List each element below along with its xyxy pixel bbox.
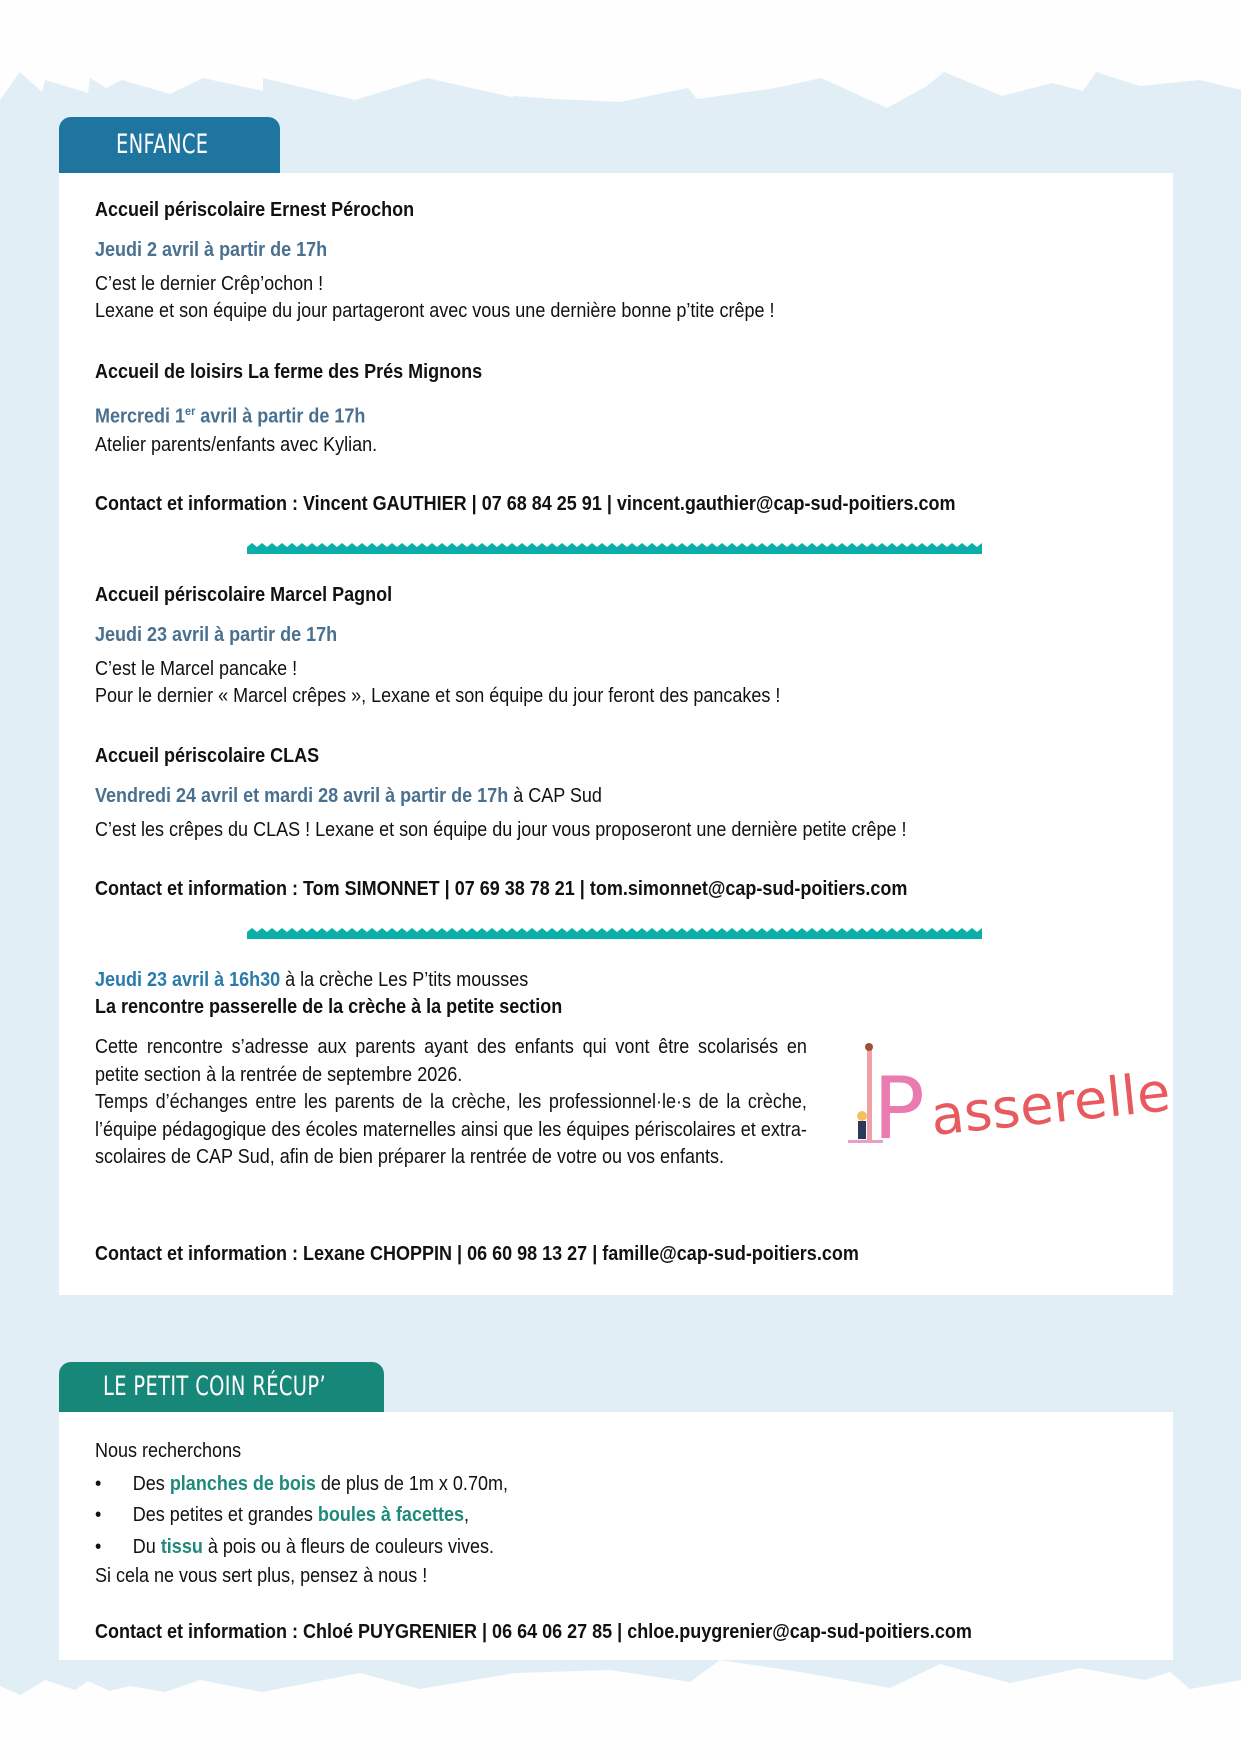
logo-text: asserelle bbox=[927, 1060, 1174, 1148]
item-text: de plus de 1m x 0.70m, bbox=[315, 1473, 508, 1495]
contact-info: Contact et information : Chloé PUYGRENIER | 06 64 06 27 85 | chloe.puygrenier@cap-sud-poitiers.com bbox=[95, 1621, 972, 1643]
event-text: Atelier parents/enfants avec Kylian. bbox=[95, 434, 378, 456]
event-date: Jeudi 23 avril à partir de 17h bbox=[95, 624, 338, 646]
recup-tab bbox=[59, 1362, 384, 1412]
logo-figure-head bbox=[857, 1111, 867, 1121]
event-title: Accueil périscolaire Ernest Pérochon bbox=[95, 199, 415, 221]
event-date bbox=[95, 784, 602, 808]
logo-height-chart bbox=[867, 1050, 872, 1142]
event-date-suffix: avril à partir de 17h bbox=[195, 405, 366, 428]
event-text: C’est le dernier Crêp’ochon ! bbox=[95, 273, 324, 295]
item-text: Des bbox=[132, 1473, 170, 1495]
passerelle-date bbox=[95, 968, 528, 992]
event-title: Accueil périscolaire Marcel Pagnol bbox=[95, 584, 393, 606]
bullet-icon: • bbox=[95, 1504, 102, 1526]
contact-info: Contact et information : Lexane CHOPPIN | 06 60 98 13 27 | famille@cap-sud-poitiers.com bbox=[95, 1243, 859, 1265]
event-date-prefix: Mercredi 1 bbox=[95, 405, 186, 428]
event-date bbox=[95, 399, 365, 429]
logo-letter-p: P bbox=[873, 1059, 925, 1159]
passerelle-paragraph: Cette rencontre s’adresse aux parents ayant des enfants qui vont être scolarisés en petite section à la rentrée de septembre 2026. bbox=[95, 1036, 807, 1086]
event-date-main: Vendredi 24 avril et mardi 28 avril à partir de 17h bbox=[95, 785, 509, 807]
event-date: Jeudi 2 avril à partir de 17h bbox=[95, 239, 328, 261]
recup-tab-label: LE PETIT COIN RÉCUP’ bbox=[103, 1371, 326, 1402]
enfance-tab bbox=[59, 117, 280, 173]
bullet-icon: • bbox=[95, 1473, 102, 1495]
passerelle-date-main: Jeudi 23 avril à 16h30 bbox=[95, 969, 281, 991]
item-highlight: tissu bbox=[160, 1536, 203, 1558]
item-text: Du bbox=[132, 1536, 161, 1558]
recup-outro: Si cela ne vous sert plus, pensez à nous ! bbox=[95, 1565, 428, 1587]
recup-list-item bbox=[95, 1535, 494, 1559]
event-text: C’est les crêpes du CLAS ! Lexane et son équipe du jour vous proposeront une dernière petite crêpe ! bbox=[95, 819, 907, 841]
bullet-icon: • bbox=[95, 1536, 102, 1558]
passerelle-paragraph: Temps d’échanges entre les parents de la crèche, les professionnel·le·s de la crèche, l’équipe pédagogique des écoles maternelles ainsi que les équipes périscolaires et extra-scolaires de CAP Sud, afin de bien préparer la rentrée de votre ou vos enfants. bbox=[95, 1091, 807, 1168]
logo-figure-body bbox=[858, 1121, 866, 1139]
recup-intro: Nous recherchons bbox=[95, 1440, 242, 1462]
event-title: Accueil de loisirs La ferme des Prés Mignons bbox=[95, 361, 483, 383]
event-location: à CAP Sud bbox=[508, 785, 602, 807]
recup-list-item bbox=[95, 1472, 508, 1496]
enfance-tab-label: ENFANCE bbox=[116, 129, 209, 160]
recup-list-item bbox=[95, 1503, 469, 1527]
passerelle-location: à la crèche Les P’tits mousses bbox=[280, 969, 529, 991]
passerelle-logo bbox=[845, 1040, 1174, 1159]
passerelle-title: La rencontre passerelle de la crèche à la petite section bbox=[95, 996, 563, 1018]
event-text: Pour le dernier « Marcel crêpes », Lexane et son équipe du jour feront des pancakes ! bbox=[95, 685, 781, 707]
item-text: , bbox=[463, 1504, 469, 1526]
event-text: Lexane et son équipe du jour partageront avec vous une dernière bonne p’tite crêpe ! bbox=[95, 300, 775, 322]
event-date-sup: er bbox=[185, 404, 196, 418]
contact-info: Contact et information : Vincent GAUTHIER | 07 68 84 25 91 | vincent.gauthier@cap-sud-poitiers.com bbox=[95, 493, 956, 515]
wave-divider bbox=[247, 926, 982, 940]
item-text: Des petites et grandes bbox=[132, 1504, 318, 1526]
passerelle-description bbox=[95, 1034, 807, 1172]
wave-divider bbox=[247, 541, 982, 555]
item-text: à pois ou à fleurs de couleurs vives. bbox=[202, 1536, 494, 1558]
event-text: C’est le Marcel pancake ! bbox=[95, 658, 298, 680]
logo-figure-top bbox=[865, 1043, 873, 1051]
event-title: Accueil périscolaire CLAS bbox=[95, 745, 320, 767]
item-highlight: planches de bois bbox=[169, 1473, 316, 1495]
contact-info: Contact et information : Tom SIMONNET | 07 69 38 78 21 | tom.simonnet@cap-sud-poitiers.com bbox=[95, 878, 908, 900]
item-highlight: boules à facettes bbox=[317, 1504, 464, 1526]
